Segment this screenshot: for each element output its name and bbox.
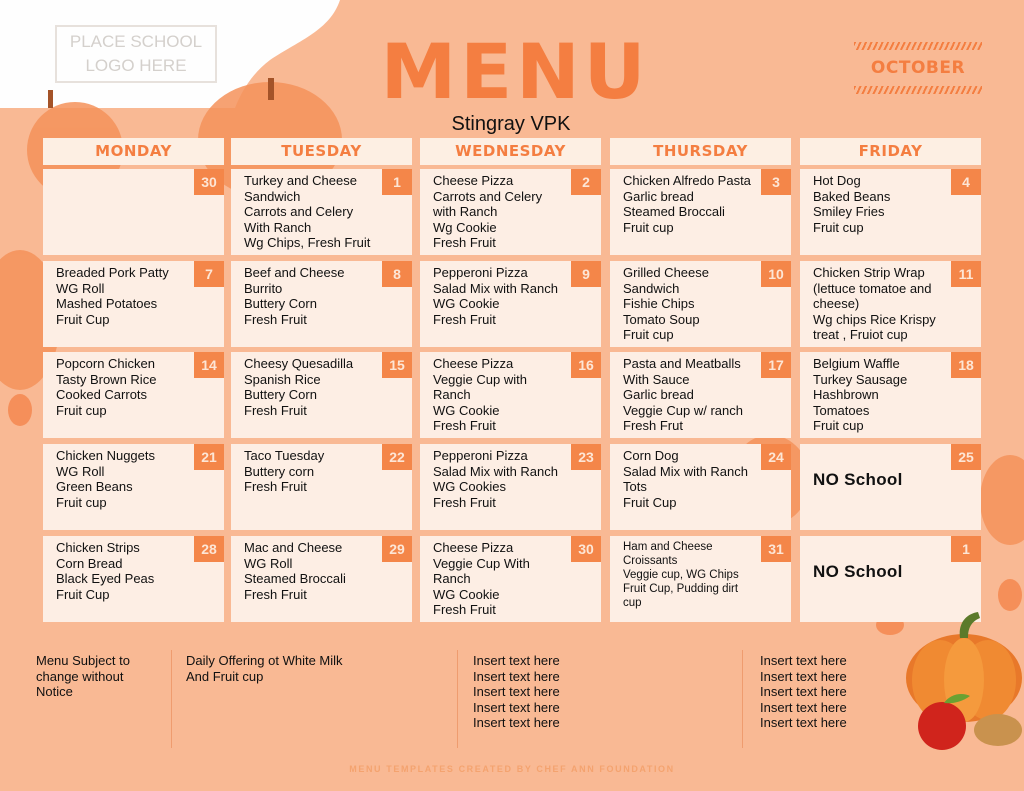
menu-item: Popcorn Chicken [56, 356, 155, 371]
menu-item: cheese) [813, 296, 860, 311]
menu-item: Salad Mix with Ranch [433, 280, 558, 296]
divider [742, 650, 743, 748]
menu-item: Chicken Strip Wrap [813, 265, 925, 280]
menu-item: WG Cookie [433, 586, 500, 602]
menu-item: Corn Bread [56, 555, 123, 571]
logo-line-1: PLACE SCHOOL [69, 32, 203, 51]
date-badge: 28 [194, 536, 224, 562]
menu-item: Pepperoni Pizza [433, 265, 528, 280]
date-badge: 30 [194, 169, 224, 195]
menu-item: WG Cookie [433, 296, 500, 311]
menu-day-cell [610, 261, 791, 347]
menu-item: Mashed Potatoes [56, 296, 158, 311]
menu-day-cell [800, 261, 981, 347]
menu-day-cell [231, 536, 412, 622]
day-header-friday: FRIDAY [800, 138, 981, 165]
menu-item: Fruit cup [56, 494, 107, 510]
menu-item: Croissants [623, 555, 678, 567]
menu-item: Taco Tuesday [244, 448, 325, 463]
menu-item: Fresh Fruit [244, 311, 307, 327]
menu-day-cell [800, 352, 981, 438]
menu-item: Smiley Fries [813, 204, 885, 219]
menu-item: Veggie cup, WG Chips [623, 569, 739, 581]
menu-item: Fruit cup [813, 418, 864, 433]
menu-item: WG Roll [56, 463, 105, 479]
menu-item: cup [623, 597, 642, 609]
menu-item: Ranch [433, 571, 471, 586]
date-badge: 9 [571, 261, 601, 287]
date-badge: 7 [194, 261, 224, 287]
menu-item: Black Eyed Peas [56, 571, 155, 586]
pumpkin-apple-potato-illustration [900, 608, 1024, 754]
menu-item: Buttery corn [244, 463, 315, 479]
menu-day-cell [420, 352, 601, 438]
note-insert-text-1 [473, 653, 560, 731]
menu-day-cell [43, 444, 224, 530]
menu-item: Beef and Cheese [244, 265, 345, 280]
date-badge: 29 [382, 536, 412, 562]
menu-item: Sandwich [244, 188, 301, 204]
date-badge: 23 [571, 444, 601, 470]
date-badge: 4 [951, 169, 981, 195]
note-line: Insert text here [760, 668, 847, 684]
menu-day-cell [610, 169, 791, 255]
menu-item: Fresh Fruit [433, 235, 496, 250]
menu-item: Fruit cup [623, 219, 674, 235]
menu-item: Fresh Fruit [433, 494, 496, 510]
menu-item: Garlic bread [623, 387, 694, 402]
menu-item: Pepperoni Pizza [433, 448, 528, 463]
menu-calendar [43, 138, 981, 622]
date-badge: 2 [571, 169, 601, 195]
menu-item: Steamed Broccali [623, 204, 725, 219]
menu-item: Ranch [433, 387, 471, 402]
menu-item: Fishie Chips [623, 296, 695, 311]
menu-item: Carrots and Celery [433, 188, 543, 204]
menu-item: Fresh Fruit [433, 311, 496, 327]
menu-day-cell [610, 444, 791, 530]
note-line: Insert text here [760, 684, 847, 699]
date-badge: 3 [761, 169, 791, 195]
menu-item: Corn Dog [623, 448, 679, 463]
menu-item: Fresh Fruit [244, 586, 307, 602]
menu-item: Ham and Cheese [623, 541, 713, 553]
menu-item: Chicken Alfredo Pasta [623, 173, 751, 188]
menu-item: Sandwich [623, 280, 680, 296]
menu-item: Buttery Corn [244, 296, 317, 311]
menu-item: Fresh Fruit [433, 418, 496, 433]
menu-item: (lettuce tomatoe and [813, 280, 932, 296]
note-daily-offering [186, 653, 343, 684]
menu-item: Fruit Cup [56, 311, 110, 327]
date-badge: 25 [951, 444, 981, 470]
note-line: Insert text here [473, 684, 560, 699]
menu-day-cell [420, 261, 601, 347]
note-line: Insert text here [473, 668, 560, 684]
note-line: Insert text here [473, 715, 560, 730]
menu-item: Spanish Rice [244, 371, 321, 387]
note-line: Insert text here [760, 715, 847, 730]
note-line: change without [36, 668, 124, 684]
menu-item: Grilled Cheese [623, 265, 709, 280]
note-line: Menu Subject to [36, 653, 130, 668]
menu-item: Tots [623, 479, 647, 494]
menu-item: Veggie Cup with [433, 371, 527, 387]
menu-item: Hot Dog [813, 173, 861, 188]
menu-item: Veggie Cup With [433, 555, 530, 571]
menu-item: Veggie Cup w/ ranch [623, 402, 743, 418]
hatch-decoration [854, 86, 982, 94]
menu-item: Turkey Sausage [813, 371, 908, 387]
menu-day-cell [231, 444, 412, 530]
menu-item: Fresh Fruit [244, 402, 307, 418]
menu-item: Wg Cookie [433, 219, 497, 235]
menu-day-cell [420, 169, 601, 255]
note-line: Notice [36, 684, 73, 699]
menu-day-cell [420, 444, 601, 530]
note-line: Insert text here [760, 699, 847, 715]
divider [171, 650, 172, 748]
date-badge: 14 [194, 352, 224, 378]
menu-day-cell [43, 261, 224, 347]
note-line: Insert text here [473, 699, 560, 715]
date-badge: 16 [571, 352, 601, 378]
menu-item: Turkey and Cheese [244, 173, 357, 188]
date-badge: 24 [761, 444, 791, 470]
month-label: OCTOBER [870, 58, 966, 78]
date-badge: 1 [382, 169, 412, 195]
note-insert-text-2 [760, 653, 847, 731]
date-badge: 8 [382, 261, 412, 287]
menu-item: Cheese Pizza [433, 173, 514, 188]
date-badge: 15 [382, 352, 412, 378]
menu-item: WG Cookies [433, 479, 506, 494]
menu-item: Burrito [244, 280, 283, 296]
logo-line-2: LOGO HERE [85, 56, 187, 75]
note-disclaimer [36, 653, 130, 700]
menu-item: With Ranch [244, 219, 312, 235]
menu-day-cell [43, 352, 224, 438]
day-header-tuesday: TUESDAY [231, 138, 412, 165]
menu-day-cell [610, 536, 791, 622]
day-header-thursday: THURSDAY [610, 138, 791, 165]
menu-day-cell [800, 444, 981, 530]
menu-day-cell [420, 536, 601, 622]
menu-item: Fruit cup [56, 402, 107, 418]
menu-item: Buttery Corn [244, 387, 317, 402]
menu-item: WG Roll [56, 280, 105, 296]
date-badge: 21 [194, 444, 224, 470]
date-badge: 30 [571, 536, 601, 562]
menu-item: Garlic bread [623, 188, 694, 204]
date-badge: 17 [761, 352, 791, 378]
divider [457, 650, 458, 748]
menu-item: Chicken Strips [56, 540, 140, 555]
menu-item: WG Cookie [433, 402, 500, 418]
menu-item: Pasta and Meatballs [623, 356, 741, 371]
menu-item: Cheese Pizza [433, 540, 514, 555]
date-badge: 11 [951, 261, 981, 287]
menu-item: Salad Mix with Ranch [433, 463, 558, 479]
hatch-decoration [854, 42, 982, 50]
date-badge: 18 [951, 352, 981, 378]
page-title: MENU [380, 27, 650, 116]
menu-item: with Ranch [433, 204, 498, 219]
menu-item: Fruit cup [813, 219, 864, 235]
menu-day-cell [231, 169, 412, 255]
menu-item: Baked Beans [813, 188, 891, 204]
menu-item: With Sauce [623, 371, 690, 387]
menu-item: Fruit Cup [56, 586, 110, 602]
menu-day-cell [610, 352, 791, 438]
menu-item: Carrots and Celery [244, 204, 354, 219]
note-line: Daily Offering ot White Milk [186, 653, 343, 668]
month-banner [854, 42, 982, 94]
note-line: And Fruit cup [186, 668, 264, 684]
menu-item: Chicken Nuggets [56, 448, 155, 463]
date-badge: 31 [761, 536, 791, 562]
menu-item: Cheesy Quesadilla [244, 356, 354, 371]
no-school-label: NO School [813, 562, 903, 581]
menu-item: Fresh Fruit [433, 602, 496, 617]
menu-item: Green Beans [56, 479, 133, 494]
date-badge: 10 [761, 261, 791, 287]
menu-item: Tomato Soup [623, 311, 700, 327]
menu-item: Fresh Fruit [244, 479, 307, 494]
menu-item: Fruit Cup, Pudding dirt [623, 583, 739, 595]
menu-item: Fresh Frut [623, 418, 683, 433]
menu-item: Wg chips Rice Krispy [813, 311, 936, 327]
day-header-wednesday: WEDNESDAY [420, 138, 601, 165]
date-badge: 22 [382, 444, 412, 470]
menu-day-cell [43, 536, 224, 622]
menu-item: Wg Chips, Fresh Fruit [244, 235, 371, 250]
day-header-monday: MONDAY [43, 138, 224, 165]
menu-item: treat , Fruiot cup [813, 327, 908, 342]
menu-item: Hashbrown [813, 387, 879, 402]
menu-item: Steamed Broccali [244, 571, 346, 586]
menu-item: Cooked Carrots [56, 387, 148, 402]
menu-item: Tasty Brown Rice [56, 371, 157, 387]
menu-item: WG Roll [244, 555, 293, 571]
menu-item: Breaded Pork Patty [56, 265, 169, 280]
school-name: Stingray VPK [451, 113, 571, 135]
menu-item: Salad Mix with Ranch [623, 463, 748, 479]
menu-item: Cheese Pizza [433, 356, 514, 371]
date-badge: 1 [951, 536, 981, 562]
menu-day-cell [231, 261, 412, 347]
menu-item: Tomatoes [813, 402, 870, 418]
menu-item: Mac and Cheese [244, 540, 343, 555]
menu-day-cell [231, 352, 412, 438]
menu-item: Fruit cup [623, 327, 674, 342]
menu-item: Belgium Waffle [813, 356, 900, 371]
no-school-label: NO School [813, 470, 903, 489]
footer-credit: MENU TEMPLATES CREATED BY CHEF ANN FOUNDATION [349, 764, 675, 774]
note-line: Insert text here [473, 653, 560, 668]
menu-item: Fruit Cup [623, 494, 677, 510]
menu-day-cell [800, 169, 981, 255]
note-line: Insert text here [760, 653, 847, 668]
menu-day-cell [43, 169, 224, 255]
logo-placeholder [55, 25, 217, 83]
